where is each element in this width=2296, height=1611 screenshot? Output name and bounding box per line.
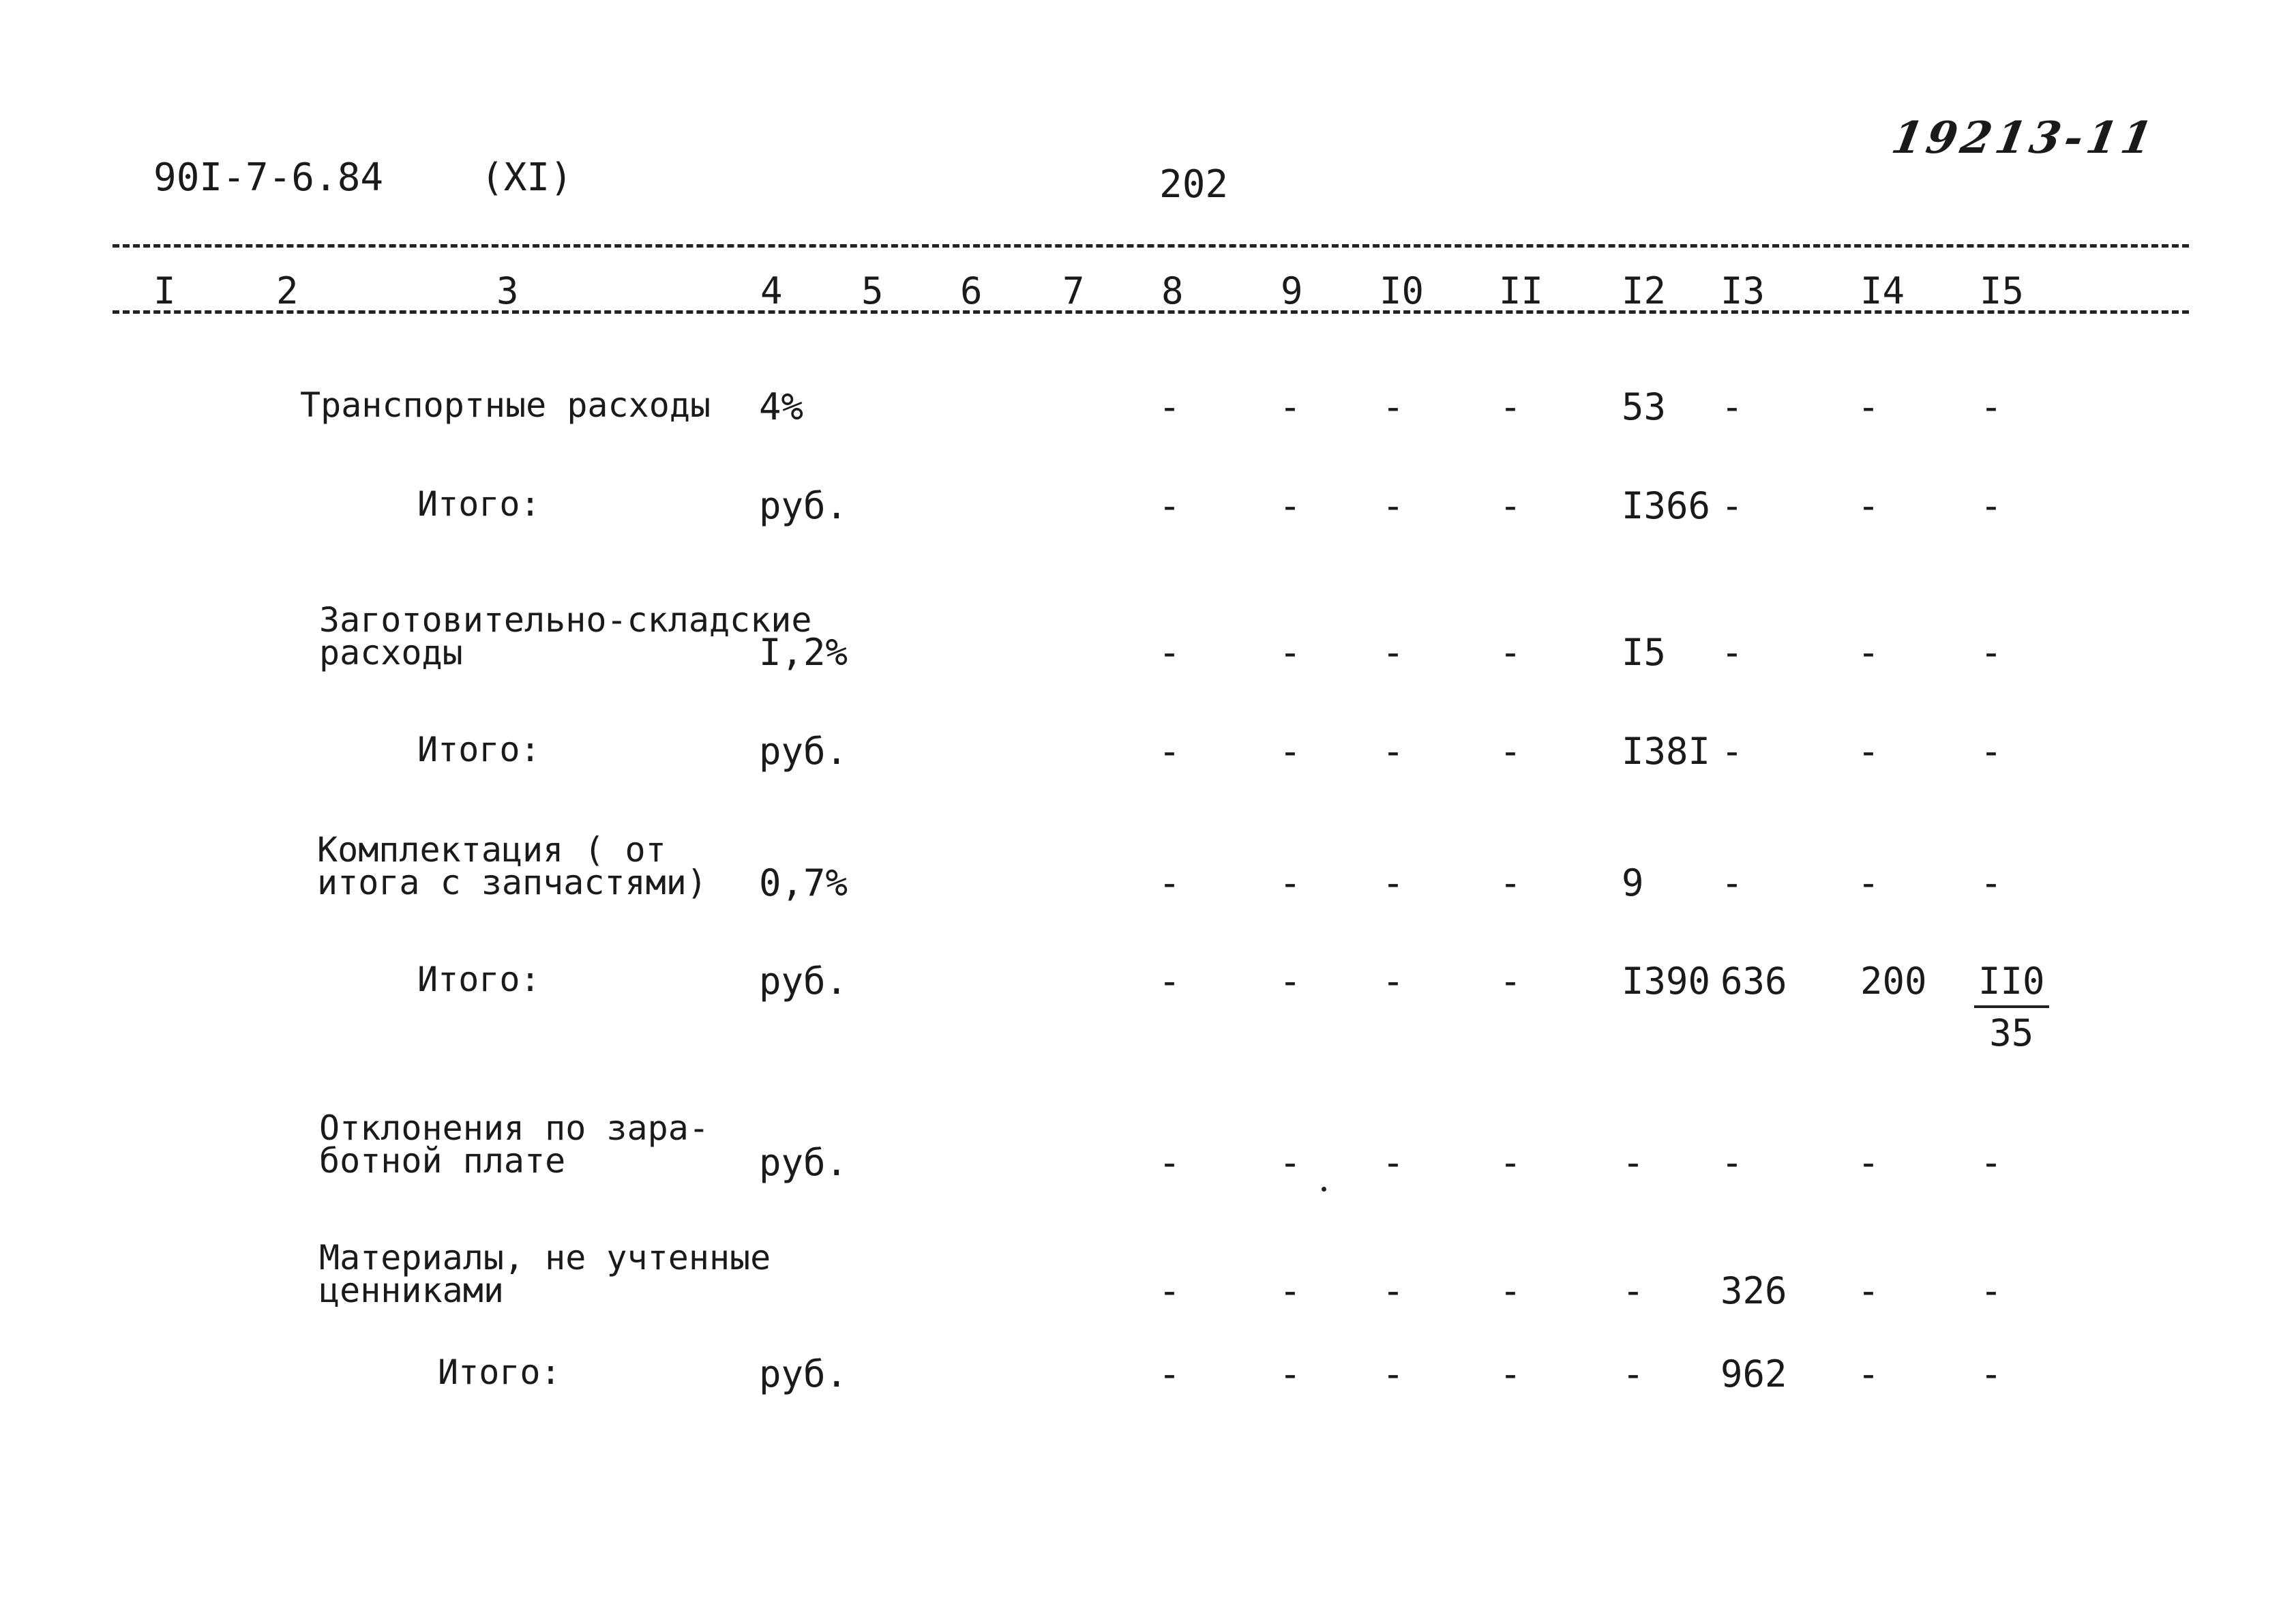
cell-col8: - xyxy=(1158,960,1181,1003)
row-unit: руб. xyxy=(759,960,848,1003)
row-label: Транспортные расходы xyxy=(300,385,711,425)
cell-col9: - xyxy=(1279,730,1302,773)
cell-col9: - xyxy=(1279,385,1302,428)
row-label: Комплектация ( от итога с запчастями) xyxy=(317,830,707,902)
cell-col13: - xyxy=(1720,484,1744,527)
column-number-15: I5 xyxy=(1980,269,2025,312)
cell-col8: - xyxy=(1158,730,1181,773)
cell-col11: - xyxy=(1499,861,1522,904)
row-label: Итого: xyxy=(417,484,541,524)
cell-col14: - xyxy=(1857,730,1880,773)
cell-col11: - xyxy=(1499,730,1522,773)
column-number-10: I0 xyxy=(1380,269,1425,312)
cell-col10: - xyxy=(1382,385,1405,428)
column-number-6: 6 xyxy=(960,269,983,312)
cell-col9: - xyxy=(1279,484,1302,527)
cell-col14: - xyxy=(1857,385,1880,428)
cell-col15: - xyxy=(1980,631,2003,674)
column-number-9: 9 xyxy=(1281,269,1303,312)
cell-col8: - xyxy=(1158,631,1181,674)
row-unit: руб. xyxy=(759,1353,848,1395)
cell-col13: 326 xyxy=(1720,1269,1787,1312)
cell-col10: - xyxy=(1382,1141,1405,1184)
cell-col10: - xyxy=(1382,1269,1405,1312)
cell-col14: - xyxy=(1857,1141,1880,1184)
cell-col12: I366 xyxy=(1622,484,1711,527)
page-number: 202 xyxy=(1159,162,1229,207)
cell-col12: I5 xyxy=(1622,631,1667,674)
cell-col11: - xyxy=(1499,1269,1522,1312)
cell-col14: - xyxy=(1857,861,1880,904)
cell-col9: - xyxy=(1279,631,1302,674)
cell-col10: - xyxy=(1382,861,1405,904)
row-label: Итого: xyxy=(438,1353,561,1392)
cell-col9: - xyxy=(1279,960,1302,1003)
cell-col15: - xyxy=(1980,1353,2003,1395)
row-label: Отклонения по зара- ботной плате xyxy=(319,1108,709,1181)
cell-col14: - xyxy=(1857,1353,1880,1395)
row-unit: 4% xyxy=(759,385,804,428)
handwritten-document-number: 19213-11 xyxy=(1888,113,2160,164)
row-unit: руб. xyxy=(759,484,848,527)
cell-col10: - xyxy=(1382,484,1405,527)
fraction-denominator: 35 xyxy=(1989,1011,2034,1054)
cell-col11: - xyxy=(1499,1141,1522,1184)
cell-col12: - xyxy=(1622,1269,1645,1312)
cell-col13: 636 xyxy=(1720,960,1787,1003)
cell-col9: - xyxy=(1279,1353,1302,1395)
cell-col10: - xyxy=(1382,631,1405,674)
document-code: 90I-7-6.84 xyxy=(153,156,384,200)
top-dashed-rule xyxy=(113,244,2189,248)
row-unit: 0,7% xyxy=(759,861,848,904)
cell-col13: - xyxy=(1720,730,1744,773)
cell-col11: - xyxy=(1499,631,1522,674)
column-number-5: 5 xyxy=(861,269,884,312)
cell-col14: 200 xyxy=(1860,960,1927,1003)
cell-col15: - xyxy=(1980,484,2003,527)
cell-col12: 9 xyxy=(1622,861,1644,904)
cell-col10: - xyxy=(1382,960,1405,1003)
cell-col15-fraction xyxy=(1974,960,2049,1054)
cell-col8: - xyxy=(1158,1269,1181,1312)
cell-col11: - xyxy=(1499,385,1522,428)
cell-col9: - xyxy=(1279,1269,1302,1312)
column-number-4: 4 xyxy=(760,269,783,312)
cell-col8: - xyxy=(1158,1141,1181,1184)
ink-speck xyxy=(1322,1187,1326,1192)
column-number-12: I2 xyxy=(1622,269,1667,312)
cell-col9: - xyxy=(1279,1141,1302,1184)
cell-col12: 53 xyxy=(1622,385,1667,428)
section-label: (XI) xyxy=(481,156,573,200)
cell-col12: I390 xyxy=(1622,960,1711,1003)
cell-col15: - xyxy=(1980,861,2003,904)
cell-col11: - xyxy=(1499,1353,1522,1395)
cell-col15: - xyxy=(1980,1141,2003,1184)
row-unit: I,2% xyxy=(759,631,848,674)
cell-col13: - xyxy=(1720,385,1744,428)
cell-col9: - xyxy=(1279,861,1302,904)
cell-col8: - xyxy=(1158,484,1181,527)
row-label: Итого: xyxy=(417,730,541,769)
cell-col14: - xyxy=(1857,484,1880,527)
cell-col13: - xyxy=(1720,861,1744,904)
cell-col12: - xyxy=(1622,1141,1645,1184)
row-label: Материалы, не учтенные ценниками xyxy=(319,1238,771,1310)
fraction-numerator: II0 xyxy=(1974,963,2049,1008)
column-number-3: 3 xyxy=(496,269,519,312)
cell-col8: - xyxy=(1158,861,1181,904)
cell-col8: - xyxy=(1158,385,1181,428)
column-number-2: 2 xyxy=(276,269,299,312)
cell-col15: - xyxy=(1980,730,2003,773)
cell-col13: 962 xyxy=(1720,1353,1787,1395)
cell-col8: - xyxy=(1158,1353,1181,1395)
row-unit: руб. xyxy=(759,1141,848,1184)
row-label: Заготовительно-складские расходы xyxy=(319,600,812,673)
cell-col11: - xyxy=(1499,960,1522,1003)
column-number-7: 7 xyxy=(1062,269,1085,312)
column-number-14: I4 xyxy=(1860,269,1905,312)
cell-col15: - xyxy=(1980,385,2003,428)
cell-col13: - xyxy=(1720,1141,1744,1184)
column-number-11: II xyxy=(1499,269,1544,312)
cell-col15: - xyxy=(1980,1269,2003,1312)
cell-col10: - xyxy=(1382,1353,1405,1395)
column-number-8: 8 xyxy=(1161,269,1184,312)
column-number-13: I3 xyxy=(1720,269,1765,312)
row-unit: руб. xyxy=(759,730,848,773)
cell-col11: - xyxy=(1499,484,1522,527)
cell-col12: - xyxy=(1622,1353,1645,1395)
cell-col10: - xyxy=(1382,730,1405,773)
row-label: Итого: xyxy=(417,960,541,999)
column-number-1: I xyxy=(153,269,176,312)
cell-col14: - xyxy=(1857,1269,1880,1312)
cell-col13: - xyxy=(1720,631,1744,674)
cell-col12: I38I xyxy=(1622,730,1711,773)
cell-col14: - xyxy=(1857,631,1880,674)
